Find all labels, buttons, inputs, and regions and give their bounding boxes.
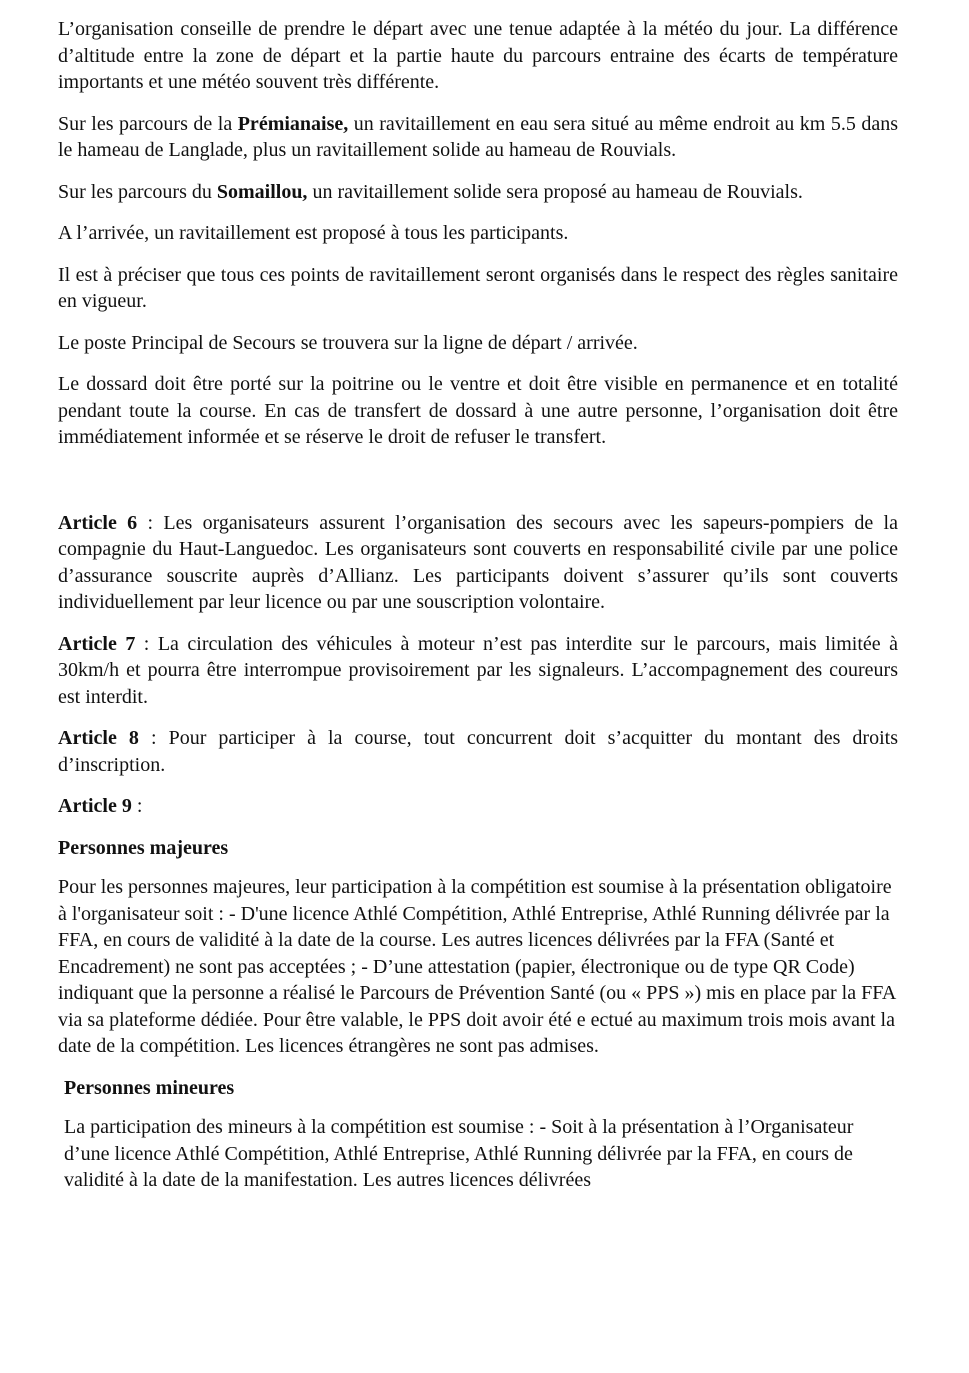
- somaillou-intro: Sur les parcours du: [58, 180, 217, 203]
- premianaise-text: un ravitaillement en eau sera situé au même endroit au km 5.5 dans le hameau de Langlade, plus un ravitaillement solide au hameau de Rouvials.: [58, 112, 899, 161]
- paragraph-personnes-mineures: La participation des mineurs à la compétition est soumise : - Soit à la présentation à l’Organisateur d’une licence Athlé Compétition, Athlé Entreprise, Athlé Running délivrée par la FFA, en cours de validité à la date de la manifestation. Les autres licences délivrées: [64, 1116, 854, 1191]
- heading-personnes-mineures: Personnes mineures: [64, 1076, 235, 1099]
- article-8-text: : Pour participer à la course, tout concurrent doit s’acquitter du montant des droits d’inscription.: [58, 727, 898, 776]
- article-8-label: Article 8: [58, 727, 139, 749]
- paragraph-dossard: Le dossard doit être porté sur la poitrine ou le ventre et doit être visible en permanence et en totalité pendant toute la course. En cas de transfert de dossard à une autre personne, l’organisation doit être immédiatement informée et se réserve le droit de refuser le transfert.: [58, 373, 898, 448]
- paragraph-sanitaire: Il est à préciser que tous ces points de ravitaillement seront organisés dans le respect des règles sanitaire en vigueur.: [58, 263, 898, 312]
- article-9-label: Article 9: [58, 795, 132, 817]
- paragraph-secours: Le poste Principal de Secours se trouvera sur la ligne de départ / arrivée.: [58, 331, 638, 354]
- article-9: [58, 793, 898, 820]
- heading-personnes-majeures: Personnes majeures: [58, 836, 229, 859]
- article-7: [58, 631, 898, 711]
- article-7-label: Article 7: [58, 632, 136, 655]
- somaillou-name: Somaillou,: [216, 180, 308, 203]
- paragraph-arrivee: A l’arrivée, un ravitaillement est proposé à tous les participants.: [58, 222, 569, 244]
- document-page: [58, 16, 898, 1209]
- article-9-text: :: [131, 795, 143, 817]
- article-6-label: Article 6: [58, 511, 138, 534]
- premianaise-intro: Sur les parcours de la: [58, 112, 238, 135]
- paragraph-premianaise: [58, 111, 898, 164]
- premianaise-name: Prémianaise,: [237, 112, 349, 135]
- article-8: [58, 725, 898, 778]
- somaillou-text: un ravitaillement solide sera proposé au hameau de Rouvials.: [307, 180, 803, 203]
- paragraph-somaillou: [58, 179, 898, 206]
- article-7-text: : La circulation des véhicules à moteur n’est pas interdite sur le parcours, mais limitée à 30km/h et pourra être interrompue provisoirement par les signaleurs. L’accompagnement des coureurs est interdit.: [58, 632, 898, 708]
- section-spacer: [58, 466, 898, 510]
- paragraph-personnes-majeures: Pour les personnes majeures, leur participation à la compétition est soumise à la présentation obligatoire à l'organisateur soit : - D'une licence Athlé Compétition, Athlé Entreprise, Athlé Running délivrée par la FFA, en cours de validité à la date de la course. Les autres licences délivrées par la FFA (Santé et Encadrement) ne sont pas acceptées ; - D’une attestation (papier, électronique ou de type QR Code) indiquant que la personne a réalisé le Parcours de Prévention Santé (ou « PPS ») mis en place par la FFA via sa plateforme dédiée. Pour être valable, le PPS doit avoir été e ectué au maximum trois mois avant la date de la compétition. Les licences étrangères ne sont pas admises.: [58, 876, 896, 1057]
- article-6: [58, 510, 898, 616]
- paragraph-tenue: L’organisation conseille de prendre le départ avec une tenue adaptée à la météo du jour. La différence d’altitude entre la zone de départ et la partie haute du parcours entraine des écarts de température importants et une météo souvent très différente.: [58, 18, 898, 93]
- article-6-text: : Les organisateurs assurent l’organisation des secours avec les sapeurs-pompiers de la compagnie du Haut-Languedoc. Les organisateurs sont couverts en responsabilité civile par une police d’assurance souscrite auprès d’Allianz. Les participants doivent s’assurer qu’ils sont couverts individuellement par leur licence ou par une souscription volontaire.: [58, 511, 898, 613]
